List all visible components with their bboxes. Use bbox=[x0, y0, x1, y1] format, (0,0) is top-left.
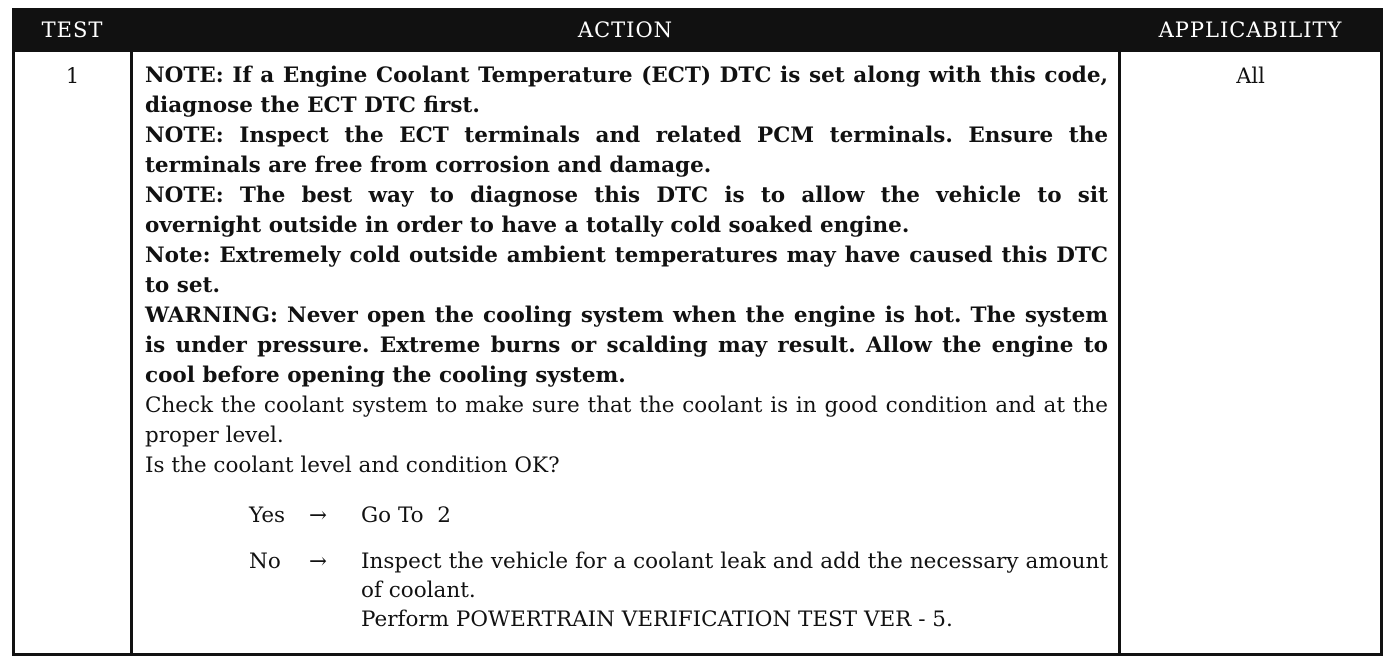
header-test: TEST bbox=[14, 10, 132, 51]
header-action: ACTION bbox=[132, 10, 1120, 51]
right-arrow-icon: → bbox=[309, 503, 328, 528]
answer-no-body bbox=[361, 547, 1108, 634]
instruction-check-coolant: Check the coolant system to make sure that the coolant is in good condition and at the proper level. bbox=[145, 393, 1108, 448]
warning-cooling-system: WARNING: Never open the cooling system when the engine is hot. The system is under pressure. Extreme burns or scalding may result. Allow the engine to cool before opening the cooling system. bbox=[145, 303, 1108, 388]
action-cell bbox=[132, 51, 1120, 655]
note-cold-soak: NOTE: The best way to diagnose this DTC is to allow the vehicle to sit overnight outside in order to have a totally cold soaked engine. bbox=[145, 183, 1108, 238]
diagnostic-test-table bbox=[12, 8, 1383, 656]
question-coolant-ok: Is the coolant level and condition OK? bbox=[145, 453, 560, 478]
test-number: 1 bbox=[14, 51, 132, 655]
answer-yes bbox=[249, 501, 1108, 531]
answer-options bbox=[249, 501, 1108, 634]
answer-no-verification: Perform POWERTRAIN VERIFICATION TEST VER - 5. bbox=[361, 607, 953, 632]
table-row bbox=[14, 51, 1382, 655]
note-ect-dtc: NOTE: If a Engine Coolant Temperature (ECT) DTC is set along with this code, diagnose the ECT DTC first. bbox=[145, 63, 1108, 118]
right-arrow-icon: → bbox=[309, 549, 328, 574]
answer-no-label: No bbox=[249, 549, 281, 574]
note-inspect-terminals: NOTE: Inspect the ECT terminals and related PCM terminals. Ensure the terminals are free from corrosion and damage. bbox=[145, 123, 1108, 178]
answer-no bbox=[249, 547, 1108, 634]
answer-yes-label: Yes bbox=[249, 503, 286, 528]
table-header-row bbox=[14, 10, 1382, 51]
note-ambient-temperature: Note: Extremely cold outside ambient temperatures may have caused this DTC to set. bbox=[145, 243, 1108, 298]
answer-no-text: Inspect the vehicle for a coolant leak and add the necessary amount of coolant. bbox=[361, 549, 1108, 603]
header-applicability: APPLICABILITY bbox=[1120, 10, 1382, 51]
diagnostic-procedure-page bbox=[12, 8, 1380, 656]
applicability-value: All bbox=[1120, 51, 1382, 655]
answer-yes-text: Go To 2 bbox=[361, 503, 451, 528]
